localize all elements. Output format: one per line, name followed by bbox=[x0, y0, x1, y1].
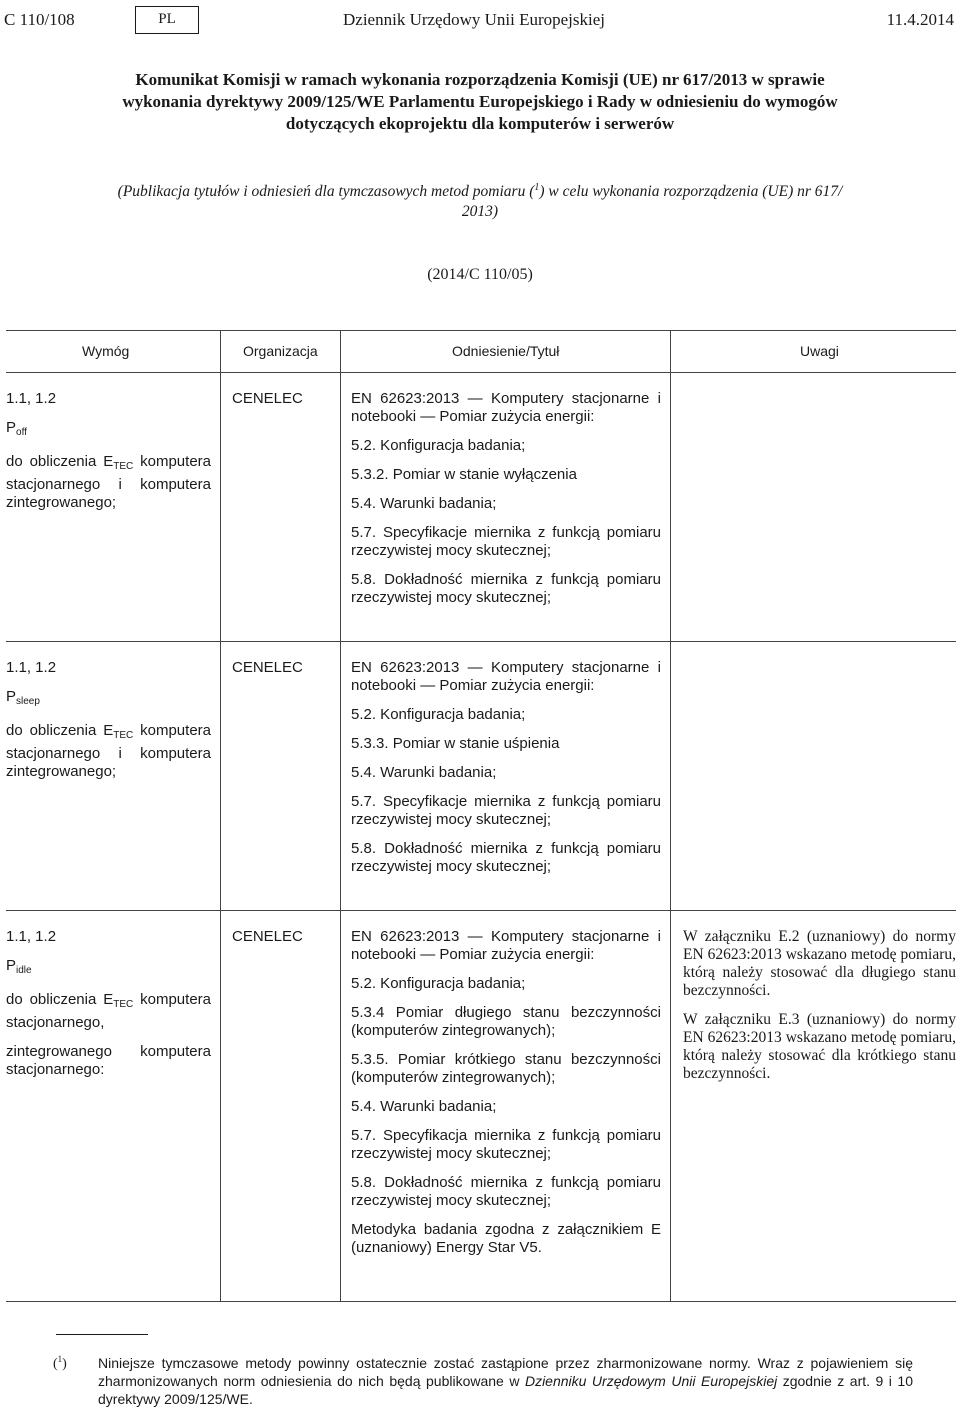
reference-line: 5.4. Warunki badania; bbox=[351, 495, 497, 512]
reference-line: 5.7. Specyfikacje miernika z funkcją pomiaru rzeczywistej mocy skutecznej; bbox=[351, 524, 661, 559]
requirement-number: 1.1, 1.2 bbox=[6, 390, 57, 407]
column-divider bbox=[340, 330, 341, 1301]
reference-line: 5.8. Dokładność miernika z funkcją pomiaru rzeczywistej mocy skutecznej; bbox=[351, 840, 661, 875]
row2-organization: CENELEC bbox=[232, 659, 303, 676]
requirement-description: do obliczenia $E_{TEC}$ komputera stacjonarnego, bbox=[6, 991, 211, 1031]
row3-reference bbox=[351, 928, 661, 1268]
requirement-description: do obliczenia $E_{TEC}$ komputera stacjonarnego i komputera zintegrowanego; bbox=[6, 722, 211, 780]
row1-requirement bbox=[6, 390, 211, 523]
column-divider bbox=[670, 330, 671, 1301]
document-subtitle bbox=[70, 178, 890, 222]
requirement-number: 1.1, 1.2 bbox=[6, 659, 57, 676]
running-header bbox=[0, 6, 960, 34]
note-paragraph: W załączniku E.3 (uznaniowy) do normy EN 62623:2013 wskazano metodę pomiaru, którą należy stosować dla krótkiego stanu bezczynności. bbox=[683, 1011, 956, 1082]
reference-line: EN 62623:2013 — Komputery stacjonarne i notebooki — Pomiar zużycia energii: bbox=[351, 659, 661, 694]
footnote-ref[interactable]: 1 bbox=[534, 182, 540, 193]
row3-requirement bbox=[6, 928, 211, 1090]
reference-line: 5.8. Dokładność miernika z funkcją pomiaru rzeczywistej mocy skutecznej; bbox=[351, 571, 661, 606]
language-box: PL bbox=[135, 6, 199, 34]
reference-line: 5.4. Warunki badania; bbox=[351, 1098, 497, 1115]
table-top-rule bbox=[6, 330, 956, 331]
reference-line: 5.3.4 Pomiar długiego stanu bezczynności (komputerów zintegrowanych); bbox=[351, 1004, 661, 1039]
title-line-3: dotyczących ekoprojektu dla komputerów i serwerów bbox=[285, 114, 675, 133]
requirement-description-extra: zintegrowanego komputera stacjonarnego: bbox=[6, 1043, 211, 1078]
note-paragraph: W załączniku E.2 (uznaniowy) do normy EN 62623:2013 wskazano metodę pomiaru, którą należy stosować dla długiego stanu bezczynności. bbox=[683, 928, 956, 999]
reference-line: 5.3.2. Pomiar w stanie wyłączenia bbox=[351, 466, 577, 483]
footnote-separator bbox=[56, 1334, 148, 1335]
reference-line: EN 62623:2013 — Komputery stacjonarne i notebooki — Pomiar zużycia energii: bbox=[351, 928, 661, 963]
reference-line: 5.8. Dokładność miernika z funkcją pomiaru rzeczywistej mocy skutecznej; bbox=[351, 1174, 661, 1209]
col-header-reference: Odniesienie/Tytuł bbox=[452, 343, 560, 359]
reference-line: 5.2. Konfiguracja badania; bbox=[351, 706, 526, 723]
row1-reference bbox=[351, 390, 661, 618]
title-line-2: wykonania dyrektywy 2009/125/WE Parlamentu Europejskiego i Rady w odniesieniu do wymogów bbox=[122, 92, 838, 111]
footnote-text: Niniejsze tymczasowe metody powinny ostatecznie zostać zastąpione przez zharmonizowane normy. Wraz z pojawieniem się zharmonizowanych norm odniesienia do nich będą publikowane w Dzienniku Urzędowym Unii Europejskiej zgodnie z art. 9 i 10 dyrektywy 2009/125/WE. bbox=[98, 1355, 913, 1407]
col-header-organization: Organizacja bbox=[243, 343, 318, 359]
reference-line: 5.2. Konfiguracja badania; bbox=[351, 975, 526, 992]
subtitle-text-3: 2013) bbox=[461, 203, 499, 221]
requirement-number: 1.1, 1.2 bbox=[6, 928, 57, 945]
reference-line: EN 62623:2013 — Komputery stacjonarne i notebooki — Pomiar zużycia energii: bbox=[351, 390, 661, 425]
reference-line: Metodyka badania zgodna z załącznikiem E (uznaniowy) Energy Star V5. bbox=[351, 1221, 661, 1256]
col-header-notes: Uwagi bbox=[800, 343, 839, 359]
row3-organization: CENELEC bbox=[232, 928, 303, 945]
row2-reference bbox=[351, 659, 661, 887]
footnote-marker: ($^1$) bbox=[53, 1354, 67, 1372]
document-reference: (2014/C 110/05) bbox=[427, 266, 533, 283]
requirement-symbol: $P_{off}$ bbox=[6, 419, 27, 438]
journal-reference: Dzienniku Urzędowym Unii Europejskiej bbox=[524, 1373, 778, 1389]
reference-line: 5.3.3. Pomiar w stanie uśpienia bbox=[351, 735, 560, 752]
requirement-description: do obliczenia $E_{TEC}$ komputera stacjonarnego i komputera zintegrowanego; bbox=[6, 453, 211, 511]
requirement-symbol: $P_{idle}$ bbox=[6, 957, 32, 976]
subtitle-text-2: ) w celu wykonania rozporządzenia (UE) nr 617/ bbox=[539, 183, 843, 201]
row2-requirement bbox=[6, 659, 211, 792]
header-bottom-rule bbox=[6, 372, 956, 373]
row1-organization: CENELEC bbox=[232, 390, 303, 407]
row3-notes bbox=[683, 928, 956, 1094]
column-divider bbox=[220, 330, 221, 1301]
subtitle-text-1: (Publikacja tytułów i odniesień dla tymczasowych metod pomiaru ( bbox=[117, 183, 535, 201]
col-header-requirement: Wymóg bbox=[82, 343, 130, 359]
title-line-1: Komunikat Komisji w ramach wykonania rozporządzenia Komisji (UE) nr 617/2013 w sprawie bbox=[135, 70, 825, 89]
page-reference: C 110/108 bbox=[4, 10, 75, 29]
reference-line: 5.4. Warunki badania; bbox=[351, 764, 497, 781]
reference-line: 5.7. Specyfikacje miernika z funkcją pomiaru rzeczywistej mocy skutecznej; bbox=[351, 793, 661, 828]
row-divider bbox=[6, 910, 956, 911]
reference-line: 5.7. Specyfikacja miernika z funkcją pomiaru rzeczywistej mocy skutecznej; bbox=[351, 1127, 661, 1162]
table-bottom-rule bbox=[6, 1301, 956, 1302]
document-title bbox=[60, 69, 900, 135]
publication-date: 11.4.2014 bbox=[886, 10, 954, 29]
reference-line: 5.3.5. Pomiar krótkiego stanu bezczynności (komputerów zintegrowanych); bbox=[351, 1051, 661, 1086]
reference-line: 5.2. Konfiguracja badania; bbox=[351, 437, 526, 454]
row-divider bbox=[6, 641, 956, 642]
requirement-symbol: $P_{sleep}$ bbox=[6, 688, 40, 707]
journal-name: Dziennik Urzędowy Unii Europejskiej bbox=[343, 10, 606, 29]
